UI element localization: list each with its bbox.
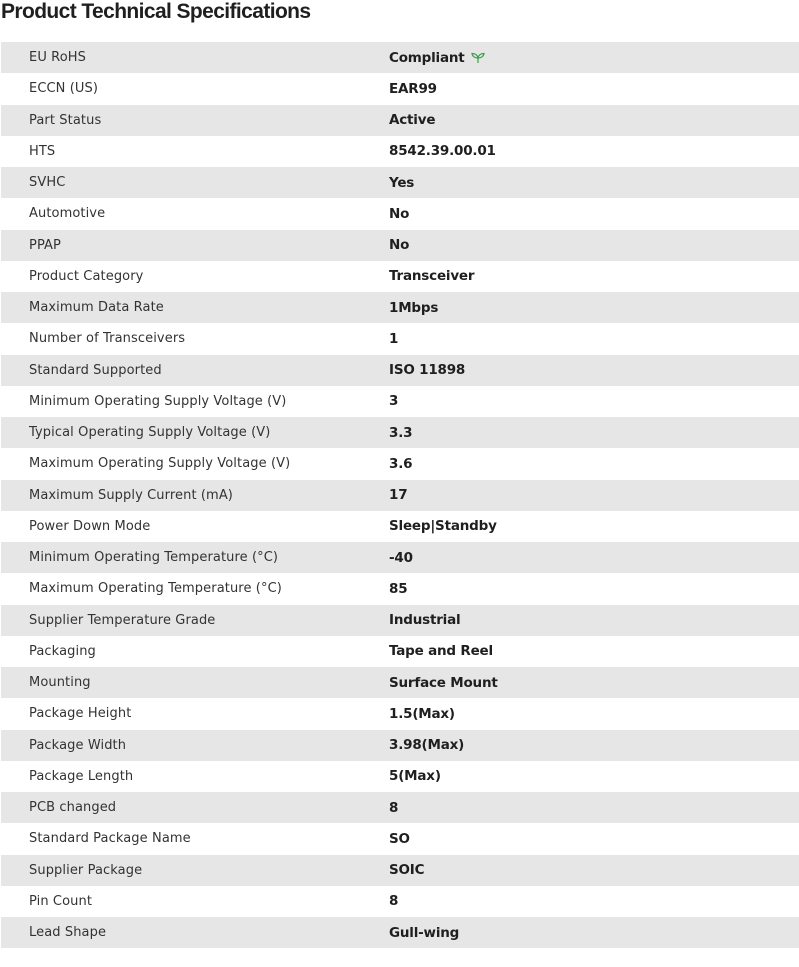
- spec-value-cell: [389, 237, 409, 253]
- spec-value: 5(Max): [389, 768, 441, 785]
- spec-value: 8542.39.00.01: [389, 143, 496, 160]
- spec-row: [1, 198, 799, 229]
- spec-value: 3.3: [389, 424, 413, 441]
- spec-value: No: [389, 237, 410, 254]
- spec-row: [1, 917, 799, 948]
- spec-label: Mounting: [29, 675, 91, 691]
- spec-value-cell: [389, 175, 414, 191]
- spec-row: [1, 730, 799, 761]
- spec-value: 3.98(Max): [389, 737, 465, 754]
- spec-value-cell: [389, 643, 493, 659]
- spec-value: No: [389, 205, 410, 222]
- spec-label: Maximum Data Rate: [29, 300, 164, 316]
- spec-value-cell: [389, 768, 441, 784]
- spec-row: [1, 105, 799, 136]
- spec-value-cell: [389, 487, 407, 503]
- spec-label: Power Down Mode: [29, 518, 151, 534]
- spec-label: EU RoHS: [29, 50, 86, 66]
- spec-value-cell: [389, 831, 410, 847]
- spec-value: ISO 11898: [389, 362, 466, 379]
- spec-value: Sleep|Standby: [389, 518, 497, 535]
- spec-row: [1, 761, 799, 792]
- spec-label: Maximum Operating Supply Voltage (V): [29, 456, 291, 472]
- spec-value: 17: [389, 487, 408, 504]
- spec-row: [1, 292, 799, 323]
- spec-value: 1.5(Max): [389, 705, 455, 722]
- spec-value: Yes: [389, 174, 415, 191]
- spec-value: 1Mbps: [389, 299, 439, 316]
- spec-label: Supplier Package: [29, 862, 143, 878]
- spec-row: [1, 542, 799, 573]
- spec-row: [1, 355, 799, 386]
- spec-label: Package Width: [29, 737, 127, 753]
- spec-row: [1, 480, 799, 511]
- spec-row: [1, 823, 799, 854]
- spec-row: [1, 605, 799, 636]
- spec-row: [1, 230, 799, 261]
- spec-label: Typical Operating Supply Voltage (V): [29, 425, 271, 441]
- spec-label: Standard Package Name: [29, 831, 191, 847]
- spec-value: 8: [389, 799, 399, 816]
- spec-value: Gull-wing: [389, 924, 460, 941]
- spec-value: Compliant: [389, 49, 465, 66]
- spec-label: Package Length: [29, 768, 134, 784]
- spec-value-cell: [389, 675, 498, 691]
- spec-value-cell: [389, 456, 412, 472]
- spec-label: Minimum Operating Supply Voltage (V): [29, 393, 287, 409]
- spec-row: [1, 855, 799, 886]
- spec-label: Minimum Operating Temperature (°C): [29, 550, 279, 566]
- spec-table: [1, 42, 799, 948]
- spec-label: Maximum Operating Temperature (°C): [29, 581, 282, 597]
- spec-label: Packaging: [29, 643, 96, 659]
- spec-value-cell: [389, 362, 465, 378]
- spec-value: 3.6: [389, 455, 413, 472]
- spec-value-cell: [389, 50, 485, 66]
- spec-value-cell: [389, 737, 464, 753]
- spec-label: PCB changed: [29, 800, 117, 816]
- spec-label: Pin Count: [29, 893, 93, 909]
- spec-row: [1, 886, 799, 917]
- spec-row: [1, 698, 799, 729]
- spec-row: [1, 323, 799, 354]
- spec-value-cell: [389, 581, 407, 597]
- spec-label: Lead Shape: [29, 925, 107, 941]
- spec-label: Supplier Temperature Grade: [29, 612, 216, 628]
- spec-row: [1, 511, 799, 542]
- spec-label: PPAP: [29, 237, 61, 253]
- spec-value: Industrial: [389, 612, 461, 629]
- spec-value: Surface Mount: [389, 674, 498, 691]
- spec-value: 85: [389, 580, 408, 597]
- spec-row: [1, 261, 799, 292]
- spec-label: Package Height: [29, 706, 132, 722]
- spec-value-cell: [389, 706, 455, 722]
- spec-value: 1: [389, 330, 399, 347]
- spec-label: Standard Supported: [29, 362, 162, 378]
- spec-label: Part Status: [29, 112, 102, 128]
- spec-value-cell: [389, 206, 409, 222]
- spec-row: [1, 73, 799, 104]
- spec-row: [1, 792, 799, 823]
- spec-value: SOIC: [389, 862, 425, 879]
- spec-value-cell: [389, 331, 398, 347]
- spec-label: Maximum Supply Current (mA): [29, 487, 233, 503]
- leaf-icon: [471, 52, 485, 64]
- spec-label: Product Category: [29, 268, 144, 284]
- spec-value: -40: [389, 549, 413, 566]
- spec-value: Transceiver: [389, 268, 475, 285]
- spec-row: [1, 167, 799, 198]
- spec-value-cell: [389, 925, 459, 941]
- spec-row: [1, 136, 799, 167]
- spec-value-cell: [389, 518, 497, 534]
- spec-value-cell: [389, 893, 398, 909]
- spec-value-cell: [389, 550, 413, 566]
- spec-row: [1, 386, 799, 417]
- spec-label: SVHC: [29, 175, 66, 191]
- spec-value: Tape and Reel: [389, 643, 493, 660]
- spec-value-cell: [389, 268, 474, 284]
- spec-value-cell: [389, 300, 438, 316]
- spec-value-cell: [389, 112, 435, 128]
- page-title: Product Technical Specifications: [1, 0, 311, 23]
- spec-value-cell: [389, 425, 412, 441]
- spec-value: EAR99: [389, 80, 437, 97]
- spec-row: [1, 636, 799, 667]
- spec-label: HTS: [29, 143, 56, 159]
- spec-label: Automotive: [29, 206, 106, 222]
- spec-value-cell: [389, 143, 496, 159]
- spec-value-cell: [389, 81, 437, 97]
- spec-label: ECCN (US): [29, 81, 99, 97]
- spec-row: [1, 417, 799, 448]
- spec-row: [1, 667, 799, 698]
- spec-value: 3: [389, 393, 399, 410]
- spec-value: 8: [389, 893, 399, 910]
- spec-value-cell: [389, 612, 460, 628]
- spec-value: SO: [389, 830, 410, 847]
- spec-value-cell: [389, 800, 398, 816]
- spec-value-cell: [389, 393, 398, 409]
- spec-value: Active: [389, 112, 436, 129]
- spec-label: Number of Transceivers: [29, 331, 186, 347]
- spec-row: [1, 573, 799, 604]
- spec-row: [1, 42, 799, 73]
- spec-row: [1, 448, 799, 479]
- spec-value-cell: [389, 862, 424, 878]
